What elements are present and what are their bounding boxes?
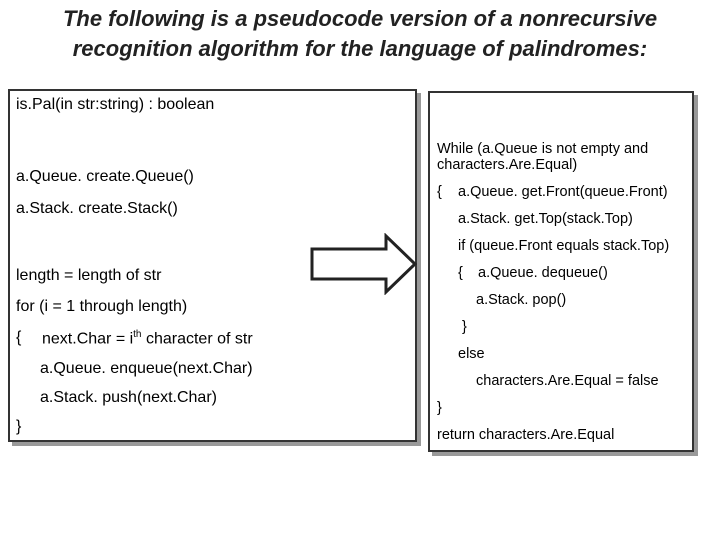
set-false-line: characters.Are.Equal = false <box>476 373 659 389</box>
next-char-post: character of str <box>141 330 253 348</box>
enqueue-line: a.Queue. enqueue(next.Char) <box>40 360 253 377</box>
for-open-brace: { <box>16 329 22 346</box>
for-loop-line: for (i = 1 through length) <box>16 298 188 315</box>
pop-line: a.Stack. pop() <box>476 292 567 308</box>
title-line-1: The following is a pseudocode version of a nonrecursive <box>62 6 658 31</box>
create-queue-line: a.Queue. create.Queue() <box>16 168 194 185</box>
next-char-pre: next.Char = i <box>42 330 134 348</box>
length-line: length = length of str <box>16 267 162 284</box>
title-line-2: recognition algorithm for the language of palindromes: <box>72 36 648 61</box>
if-close-brace: } <box>462 319 467 335</box>
if-line: if (queue.Front equals stack.Top) <box>458 238 670 254</box>
right-pseudocode-panel <box>428 91 694 452</box>
next-char-sup: th <box>133 329 142 340</box>
while-close-brace: } <box>437 400 442 416</box>
while-line-2: characters.Are.Equal) <box>437 157 578 173</box>
return-line: return characters.Are.Equal <box>437 427 615 443</box>
get-front-line: a.Queue. get.Front(queue.Front) <box>458 184 668 200</box>
while-open-brace: { <box>437 184 442 200</box>
for-close-brace: } <box>16 418 22 435</box>
else-line: else <box>458 346 485 362</box>
push-line: a.Stack. push(next.Char) <box>40 389 217 406</box>
while-line-1: While (a.Queue is not empty and <box>437 141 649 157</box>
function-signature: is.Pal(in str:string) : boolean <box>16 96 215 113</box>
get-top-line: a.Stack. get.Top(stack.Top) <box>458 211 633 227</box>
right-arrow-icon <box>308 233 420 295</box>
slide-title <box>0 4 720 64</box>
create-stack-line: a.Stack. create.Stack() <box>16 200 178 217</box>
next-char-line <box>42 329 253 348</box>
if-open-brace: { <box>458 265 463 281</box>
dequeue-line: a.Queue. dequeue() <box>478 265 608 281</box>
